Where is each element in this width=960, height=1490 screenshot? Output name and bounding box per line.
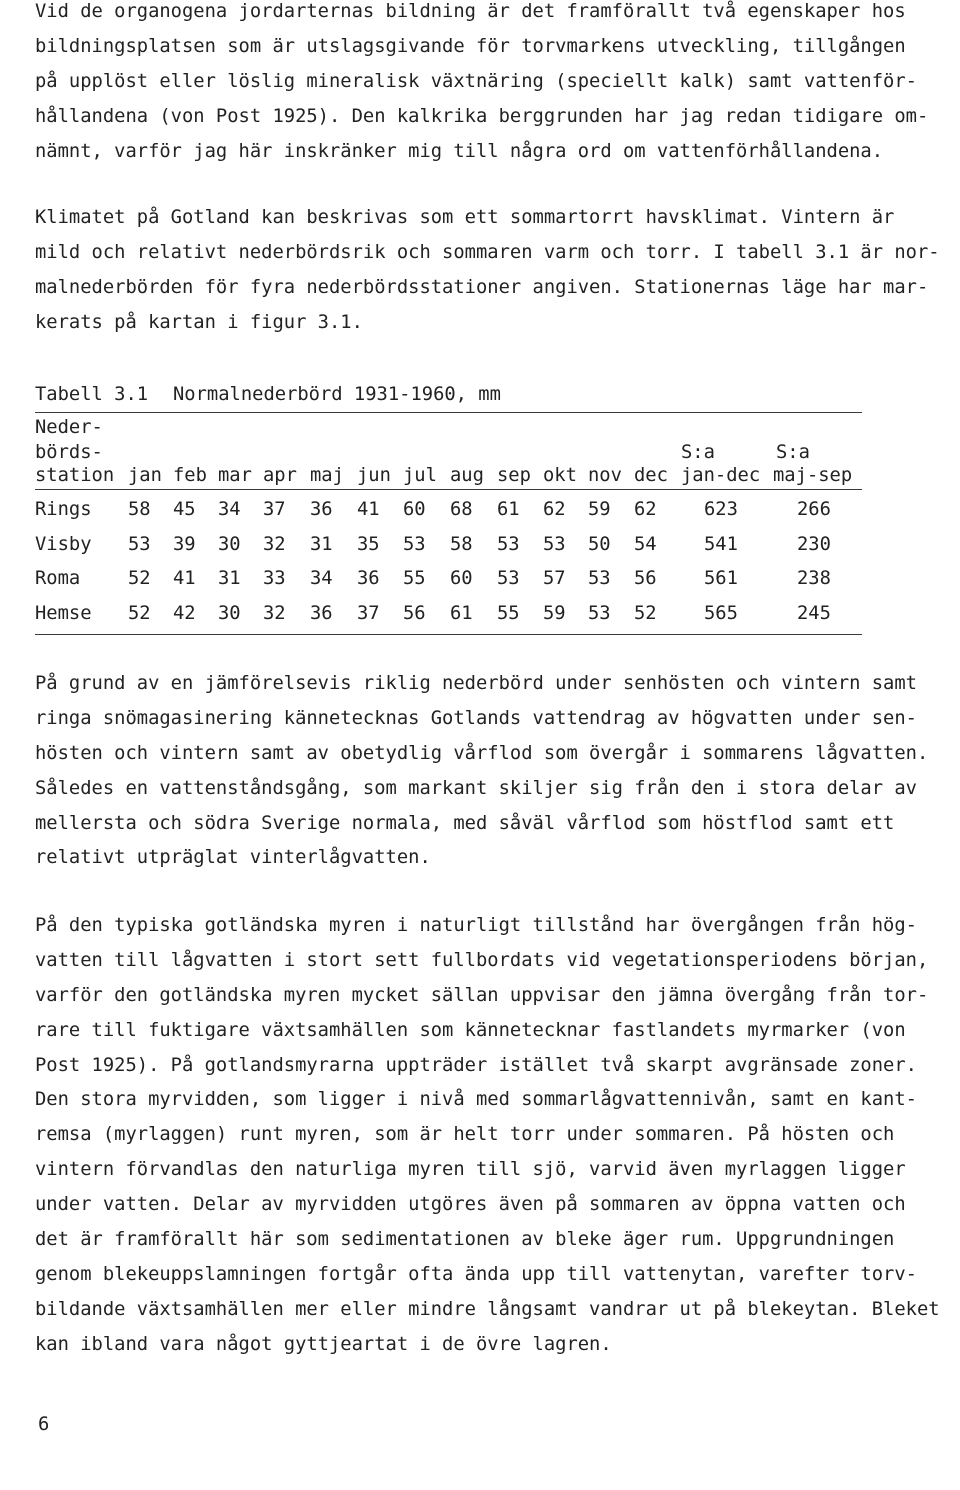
table-cell: 37 [263,499,286,520]
table-bottom-rule [35,634,862,635]
text-line: under vatten. Delar av myrvidden utgöres även på sommaren av öppna vatten och [35,1194,906,1216]
text-line: genom blekeuppslamningen fortgår ofta ända upp till vattenytan, varefter torv- [35,1263,917,1285]
table-header-sum-prefix-summer: S:a [776,442,810,463]
text-line: remsa (myrlaggen) runt myren, som är helt torr under sommaren. På hösten och [35,1124,895,1146]
text-line: bildningsplatsen som är utslagsgivande för torvmarkens utveckling, tillgången [35,35,906,57]
table-cell: 36 [310,603,333,624]
table-cell: 30 [218,603,241,624]
text-line: Klimatet på Gotland kan beskrivas som ett sommartorrt havsklimat. Vintern är [35,207,895,228]
table-cell-sum: 266 [797,499,831,520]
table-header-sum-prefix-year: S:a [681,442,715,463]
text-line: nämnt, varför jag här inskränker mig till några ord om vattenförhållandena. [35,140,884,162]
table-cell: 30 [218,534,241,555]
table-header-sum-jan-dec: jan-dec [681,465,761,486]
table-cell: 52 [128,568,151,589]
text-line: hösten och vintern samt av obetydlig vårflod som övergår i sommarens lågvatten. [35,742,929,764]
table-header-month-okt: okt [543,465,577,486]
table-header-month-aug: aug [450,465,484,486]
station-name: Hemse [35,603,92,624]
paragraph-klimat [35,207,940,334]
table-cell: 54 [634,534,657,555]
table-cell: 56 [403,603,426,624]
text-line: mellersta och södra Sverige normala, med såväl vårflod som höstflod samt ett [35,812,895,834]
table-cell-sum: 245 [797,603,831,624]
text-line: på upplöst eller löslig mineralisk växtnäring (speciellt kalk) samt vattenför- [35,70,917,92]
table-header-month-dec: dec [634,465,668,486]
table-cell: 53 [588,568,611,589]
table-cell: 57 [543,568,566,589]
paragraph-gotlandska-myren [35,915,940,1356]
table-cell: 50 [588,534,611,555]
table-cell: 34 [310,568,333,589]
text-line: kan ibland vara något gyttjeartat i de övre lagren. [35,1333,612,1355]
text-line: varför den gotländska myren mycket sällan uppvisar den jämna övergång från tor- [35,984,929,1006]
table-cell: 60 [403,499,426,520]
table-header-month-apr: apr [263,465,297,486]
text-line: bildande växtsamhällen mer eller mindre långsamt vandrar ut på blekeytan. Bleket [35,1298,940,1320]
station-name: Roma [35,568,81,589]
station-name: Visby [35,534,92,555]
paragraph-organogena-jordarter [35,1,928,163]
table-cell: 39 [173,534,196,555]
table-header-station-line1: Neder- [35,417,103,438]
table-cell: 31 [310,534,333,555]
table-cell: 62 [634,499,657,520]
table-cell: 32 [263,603,286,624]
table-cell: 42 [173,603,196,624]
table-row [0,534,880,556]
table-caption-label: Tabell 3.1 [35,384,149,405]
text-line: relativt utpräglat vinterlågvatten. [35,847,431,869]
table-cell: 52 [128,603,151,624]
text-line: vatten till lågvatten i stort sett fullbordats vid vegetationsperiodens början, [35,949,929,971]
table-header-month-jul: jul [403,465,437,486]
table-header-station-line2: börds- [35,442,103,463]
text-line: Vid de organogena jordarternas bildning är det framförallt två egenskaper hos [35,1,906,22]
text-line: Post 1925). På gotlandsmyrarna uppträder istället två skarpt avgränsade zoner. [35,1054,917,1076]
table-cell: 55 [497,603,520,624]
table-cell: 59 [543,603,566,624]
table-cell-sum: 238 [797,568,831,589]
paragraph-vattendrag [35,673,928,869]
text-line: Således en vattenståndsgång, som markant skiljer sig från den i stora delar av [35,777,917,799]
table-cell: 61 [497,499,520,520]
text-line: På den typiska gotländska myren i naturligt tillstånd har övergången från hög- [35,915,917,936]
table-cell: 36 [310,499,333,520]
table-cell: 61 [450,603,473,624]
text-line: ringa snömagasinering kännetecknas Gotlands vattendrag av högvatten under sen- [35,707,917,729]
table-cell: 32 [263,534,286,555]
table-cell-sum: 561 [704,568,738,589]
table-cell: 53 [128,534,151,555]
table-header-month-maj: maj [310,465,344,486]
table-header-month-jan: jan [128,465,162,486]
table-cell: 58 [128,499,151,520]
table-cell-sum: 565 [704,603,738,624]
table-cell-sum: 623 [704,499,738,520]
table-header-station-line3: station [35,465,115,486]
table-header-month-sep: sep [497,465,531,486]
table-header-month-jun: jun [357,465,391,486]
table-row [0,603,880,625]
table-cell: 41 [357,499,380,520]
table-cell: 53 [497,534,520,555]
table-row [0,568,880,590]
table-cell: 53 [403,534,426,555]
text-line: malnederbörden för fyra nederbördsstationer angiven. Stationernas läge har mar- [35,276,929,298]
text-line: hållandena (von Post 1925). Den kalkrika berggrunden har jag redan tidigare om- [35,105,929,127]
table-cell: 53 [588,603,611,624]
table-header-month-nov: nov [588,465,622,486]
text-line: vintern förvandlas den naturliga myren till sjö, varvid även myrlaggen ligger [35,1159,906,1181]
table-header-month-feb: feb [173,465,207,486]
table-cell: 62 [543,499,566,520]
table-header-sum-maj-sep: maj-sep [773,465,853,486]
table-cell: 68 [450,499,473,520]
table-header-row [0,465,880,487]
table-cell: 60 [450,568,473,589]
table-cell: 53 [543,534,566,555]
table-caption-title: Normalnederbörd 1931-1960, mm [173,384,501,405]
table-cell: 34 [218,499,241,520]
text-line: mild och relativt nederbördsrik och sommaren varm och torr. I tabell 3.1 är nor- [35,241,940,263]
text-line: På grund av en jämförelsevis riklig nederbörd under senhösten och vintern samt [35,673,917,694]
table-header-month-mar: mar [218,465,252,486]
text-line: Den stora myrvidden, som ligger i nivå med sommarlågvattennivån, samt en kant- [35,1089,917,1111]
table-cell: 52 [634,603,657,624]
table-cell-sum: 541 [704,534,738,555]
table-cell: 55 [403,568,426,589]
table-cell: 53 [497,568,520,589]
table-cell: 33 [263,568,286,589]
table-cell: 45 [173,499,196,520]
table-cell: 56 [634,568,657,589]
table-header-rule [35,489,862,490]
text-line: kerats på kartan i figur 3.1. [35,311,363,333]
table-cell: 31 [218,568,241,589]
table-cell: 35 [357,534,380,555]
table-cell: 41 [173,568,196,589]
table-cell-sum: 230 [797,534,831,555]
table-cell: 59 [588,499,611,520]
station-name: Rings [35,499,92,520]
text-line: rare till fuktigare växtsamhällen som kännetecknar fastlandets myrmarker (von [35,1019,906,1041]
table-top-rule [35,412,862,413]
table-cell: 58 [450,534,473,555]
table-cell: 36 [357,568,380,589]
text-line: det är framförallt här som sedimentationen av bleke äger rum. Uppgrundningen [35,1229,895,1251]
table-row [0,499,880,521]
table-cell: 37 [357,603,380,624]
page-number: 6 [38,1414,50,1435]
